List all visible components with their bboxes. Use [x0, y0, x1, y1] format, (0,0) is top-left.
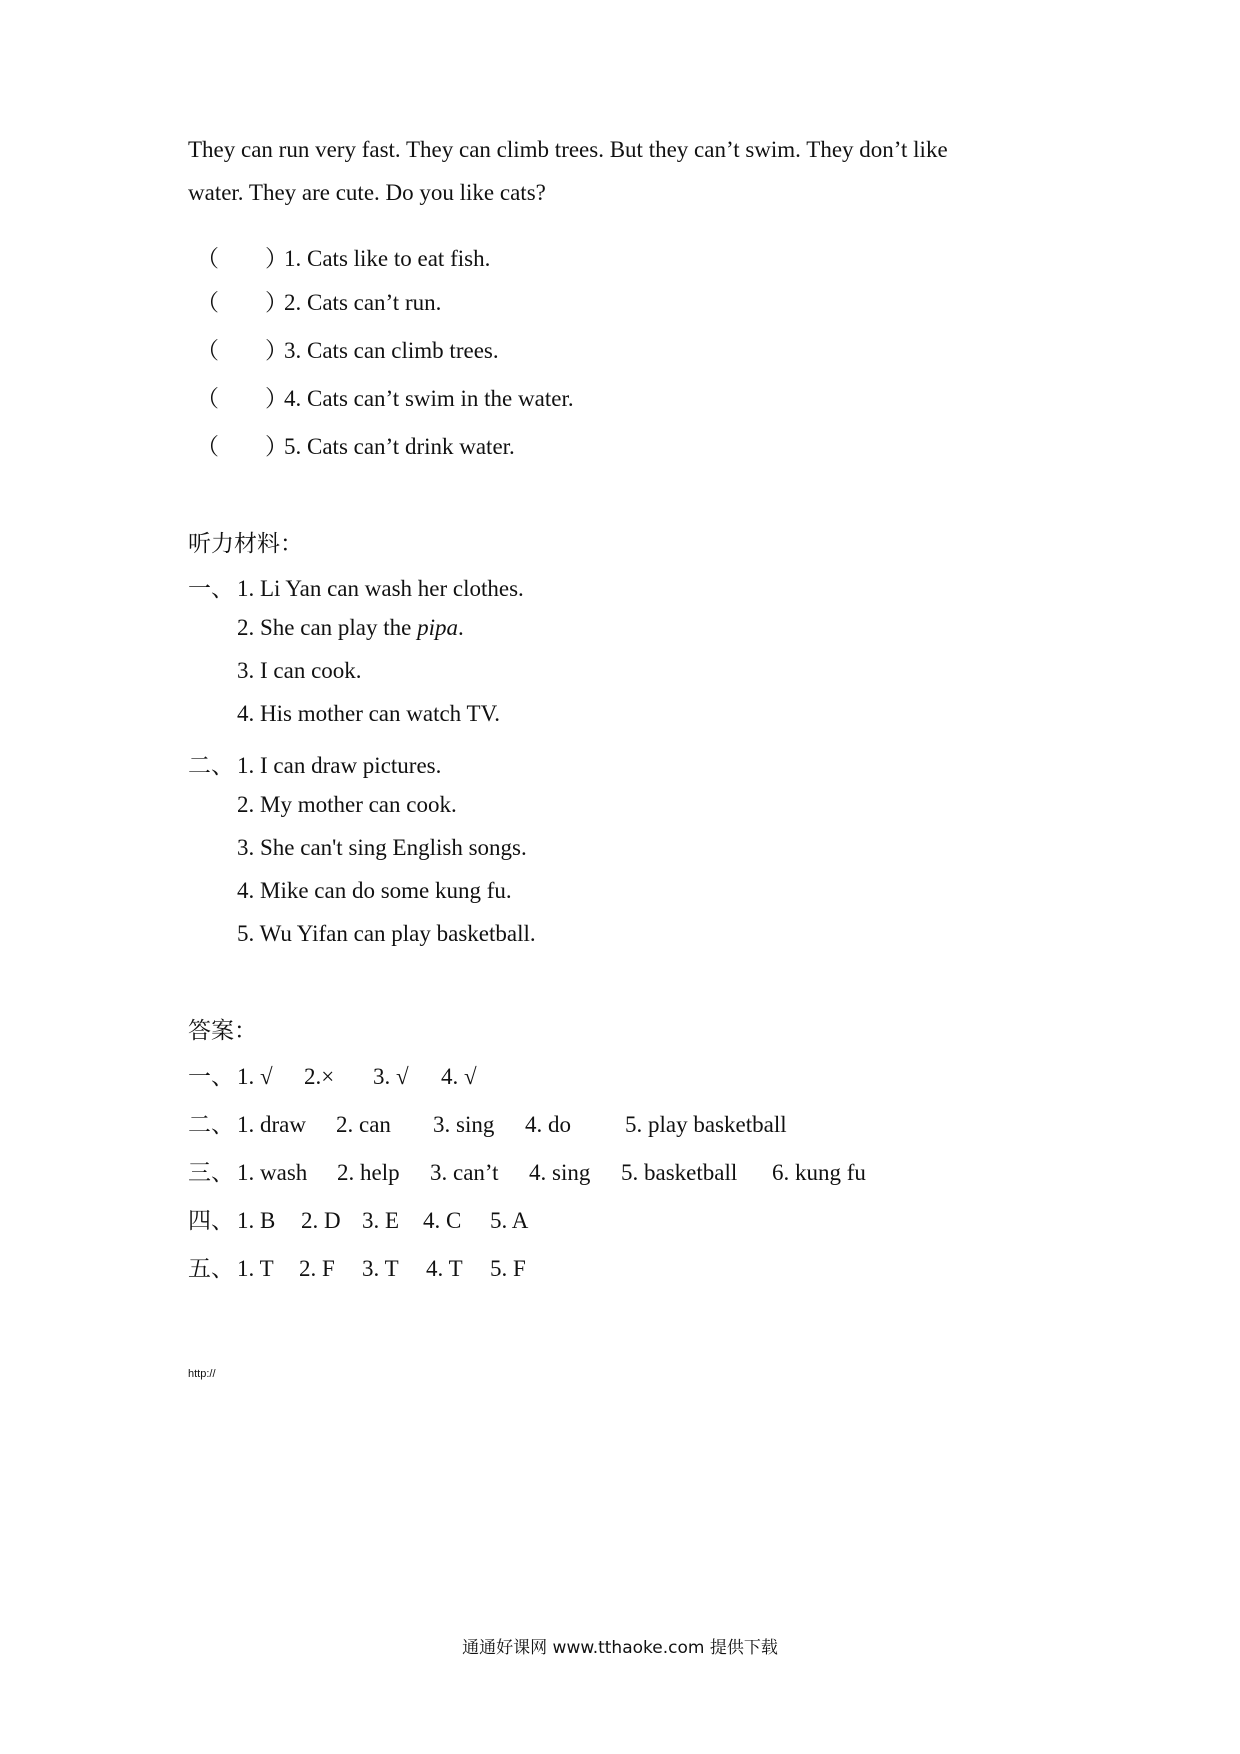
listening-part2-item4	[237, 878, 512, 904]
answer-blank: （ ）	[196, 290, 288, 315]
listening-text: 4. Mike can do some kung fu.	[237, 878, 512, 903]
answer-item: 3. E	[362, 1208, 400, 1233]
answer-item: 1. T	[237, 1256, 274, 1281]
section-label: 一、	[188, 576, 234, 602]
answer-item: 5. A	[490, 1208, 529, 1233]
answer-item: 2. D	[301, 1208, 341, 1233]
answer-blank: （ ）	[196, 246, 288, 271]
passage-line-1: They can run very fast. They can climb trees. But they can’t swim. They don’t like	[188, 137, 948, 162]
question-text: 1. Cats like to eat fish.	[284, 246, 491, 271]
answer-item: 3. √	[373, 1064, 409, 1089]
answer-item: 2. F	[299, 1256, 335, 1281]
section-label: 二、	[188, 1112, 234, 1138]
listening-part2-item3	[237, 835, 527, 861]
answer-item: 4. C	[423, 1208, 462, 1233]
listening-punct: .	[458, 615, 464, 640]
listening-part2-item2	[237, 792, 457, 818]
reading-passage	[188, 128, 1058, 214]
listening-part1-item3	[237, 658, 362, 684]
listening-part1-item1	[188, 570, 524, 603]
section-label: 一、	[188, 1064, 234, 1090]
answer-item: 5. F	[490, 1256, 526, 1281]
listening-text: 2. She can play the	[237, 615, 418, 640]
answer-item: 1. draw	[237, 1112, 306, 1137]
listening-part1-item2	[237, 615, 464, 641]
listening-text: 1. I can draw pictures.	[237, 753, 442, 778]
question-text: 2. Cats can’t run.	[284, 290, 442, 315]
answer-item: 2. help	[337, 1160, 400, 1185]
answer-blank: （ ）	[196, 338, 288, 363]
tf-question-4	[196, 380, 574, 413]
passage-line-2: water. They are cute. Do you like cats?	[188, 180, 546, 205]
tf-question-3	[196, 332, 499, 365]
listening-italic-word: pipa	[417, 615, 459, 640]
answer-row-3	[188, 1154, 866, 1187]
answer-row-2	[188, 1106, 787, 1139]
answer-item: 2. can	[336, 1112, 391, 1137]
answer-item: 5. play basketball	[625, 1112, 787, 1137]
footer-credit: 通通好课网 www.tthaoke.com 提供下载	[462, 1638, 778, 1658]
answer-blank: （ ）	[196, 386, 288, 411]
answer-item: 3. T	[362, 1256, 399, 1281]
answer-item: 4. T	[426, 1256, 463, 1281]
answer-item: 1. B	[237, 1208, 276, 1233]
answer-item: 3. can’t	[430, 1160, 499, 1185]
question-text: 5. Cats can’t drink water.	[284, 434, 515, 459]
answer-item: 4. √	[441, 1064, 477, 1089]
answer-blank: （ ）	[196, 434, 288, 459]
listening-text: 4. His mother can watch TV.	[237, 701, 500, 726]
answer-item: 1. √	[237, 1064, 273, 1089]
answer-row-5	[188, 1250, 526, 1283]
answer-row-4	[188, 1202, 528, 1235]
listening-text: 1. Li Yan can wash her clothes.	[237, 576, 524, 601]
answer-item: 4. sing	[529, 1160, 591, 1185]
section-label: 五、	[188, 1256, 234, 1282]
answer-item: 5. basketball	[621, 1160, 738, 1185]
tf-question-5	[196, 428, 515, 461]
question-text: 3. Cats can climb trees.	[284, 338, 499, 363]
small-url-text: http://	[188, 1368, 216, 1380]
answer-item: 4. do	[525, 1112, 571, 1137]
tf-question-1	[196, 240, 490, 273]
section-label: 二、	[188, 753, 234, 779]
section-label: 四、	[188, 1208, 234, 1234]
listening-text: 3. She can't sing English songs.	[237, 835, 527, 860]
section-label: 三、	[188, 1160, 234, 1186]
listening-text: 3. I can cook.	[237, 658, 362, 683]
listening-text: 2. My mother can cook.	[237, 792, 457, 817]
tf-question-2	[196, 284, 441, 317]
answers-heading: 答案：	[188, 1018, 257, 1044]
answer-row-1	[188, 1058, 477, 1091]
answer-item: 1. wash	[237, 1160, 308, 1185]
listening-part2-item1	[188, 747, 441, 780]
listening-text: 5. Wu Yifan can play basketball.	[237, 921, 536, 946]
answer-item: 3. sing	[433, 1112, 495, 1137]
question-text: 4. Cats can’t swim in the water.	[284, 386, 574, 411]
listening-part1-item4	[237, 701, 500, 727]
listening-part2-item5	[237, 921, 536, 947]
answer-item: 2.×	[304, 1064, 335, 1089]
listening-heading: 听力材料：	[188, 531, 303, 557]
answer-item: 6. kung fu	[772, 1160, 866, 1185]
